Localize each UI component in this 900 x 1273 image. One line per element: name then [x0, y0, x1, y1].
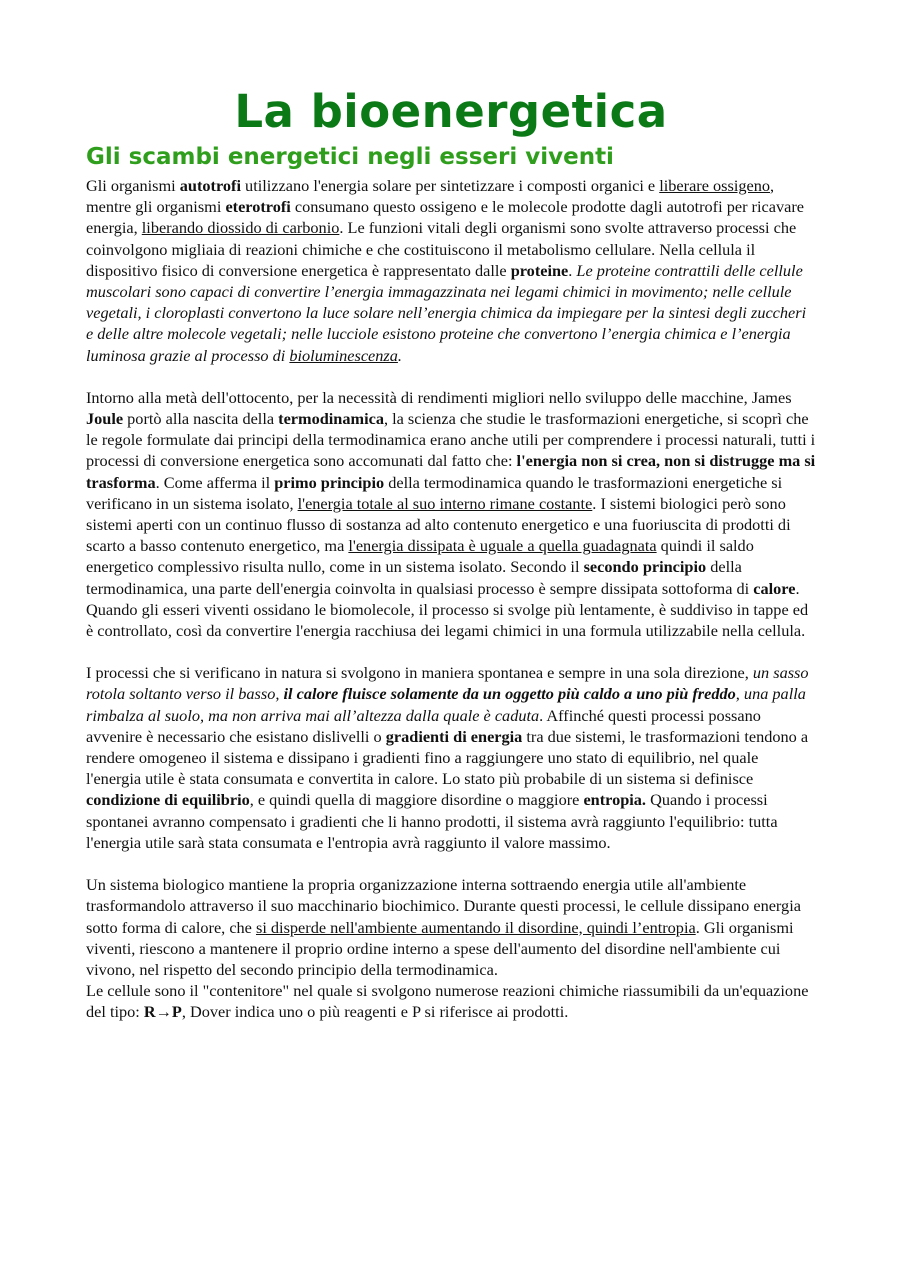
paragraph-sistema-biologico	[86, 874, 816, 980]
text-run: utilizzano l'energia solare per sintetizzare i composti organici e	[240, 176, 660, 195]
paragraph-gap	[86, 853, 816, 874]
paragraph-termodinamica	[86, 387, 816, 599]
text-run: Intorno alla metà dell'ottocento, per la necessità di rendimenti migliori nello sviluppo delle macchine, James	[86, 387, 792, 407]
text-run: consumano questo ossigeno e le molecole prodotte dagli autotrofi per ricavare energia,	[86, 197, 804, 238]
bold-term: R→P	[143, 1002, 182, 1022]
bold-term: calore	[753, 578, 796, 598]
text-run: .	[795, 578, 800, 598]
underlined-italic-text: bioluminescenza	[289, 345, 398, 365]
bold-term: autotrofi	[179, 176, 241, 195]
bold-term: Joule	[86, 409, 124, 429]
italic-text: Le proteine contrattili delle cellule muscolari sono capaci di convertire l’energia immagazzinata nei legami chimici in movimento; nelle cellule vegetali, i cloroplasti convertono la luce solare nell’energia chimica da impiegare per la sintesi degli zuccheri e delle altre molecole vegetali; nelle lucciole esistono proteine che convertono l’energia chimica e l’energia luminosa grazie al processo di	[86, 260, 807, 365]
text-run: . Affinché questi processi possano avvenire è necessario che esistano dislivelli o	[86, 705, 761, 746]
text-run: portò alla nascita della	[123, 409, 279, 429]
text-run: I processi che si verificano in natura si svolgono in maniera spontanea e sempre in una sola direzione,	[86, 663, 753, 683]
text-run: Un sistema biologico mantiene la propria organizzazione interna sottraendo energia utile all'ambiente trasformandolo attraverso il suo macchinario biochimico. Durante questi processi, le cellule dissipano energia sotto forma di calore, che	[86, 875, 801, 937]
paragraph-autotrofi	[86, 175, 816, 366]
text-run: Le cellule sono il "contenitore" nel quale si svolgono numerose reazioni chimiche riassumibili da un'equazione del tipo:	[86, 981, 809, 1022]
underlined-text: liberando diossido di carbonio	[141, 218, 340, 238]
text-run: tra due sistemi, le trasformazioni tendono a rendere omogeneo il sistema e dissipano i gradienti fino a raggiungere uno stato di equilibrio, nel quale l'energia utile è stata consumata e convertita in calore. Lo stato più probabile di un sistema si definisce	[86, 726, 809, 789]
text-run: della termodinamica, una parte dell'energia coinvolta in qualsiasi processo è sempre dissipata sottoforma di	[86, 557, 754, 598]
text-run: . Le funzioni vitali degli organismi sono svolte attraverso processi che coinvolgono migliaia di reazioni chimiche e che costituiscono il metabolismo cellulare. Nella cellula il dispositivo fisico di conversione energetica è rappresentato dalle	[86, 218, 797, 280]
page-title: La bioenergetica	[234, 85, 668, 138]
text-run: , la scienza che studie le trasformazioni energetiche, si scoprì che le regole formulate dai principi della termodinamica erano anche utili per comprendere i processi naturali, tutti i processi di conversione energetica sono accomunati dal fatto che:	[86, 409, 816, 471]
bold-term: eterotrofi	[225, 197, 291, 217]
text-run: della termodinamica quando le trasformazioni energetiche si verificano in un sistema isolato,	[86, 472, 783, 513]
text-run: . Gli organismi viventi, riescono a mantenere il proprio ordine interno a spese dell'aumento del disordine nell'ambiente cui vivono, nel rispetto del secondo principio della termodinamica.	[86, 917, 794, 979]
bold-term: primo principio	[274, 472, 385, 492]
underlined-text: l'energia dissipata è uguale a quella guadagnata	[348, 536, 657, 556]
bold-italic-text: il calore fluisce solamente da un oggetto più caldo a uno più freddo	[283, 684, 736, 704]
section-heading: Gli scambi energetici negli esseri viventi	[86, 144, 614, 170]
underlined-text: si disperde nell'ambiente aumentando il disordine, quindi l’entropia	[255, 917, 696, 937]
text-run: quindi il saldo energetico complessivo risulta nullo, come in un sistema isolato. Secondo il	[86, 536, 754, 577]
text-run: .	[568, 260, 577, 280]
text-run: . I sistemi biologici però sono sistemi aperti con un continuo flusso di sostanza ad alto contenuto energetico e una fuoriuscita di prodotti di scarto a basso contenuto energetico, ma	[86, 493, 791, 556]
text-run: , mentre gli organismi	[86, 176, 775, 217]
bold-term: entropia.	[583, 790, 647, 810]
paragraph-gap	[86, 641, 816, 662]
paragraph-ossidazione: Quando gli esseri viventi ossidano le biomolecole, il processo si svolge più lentamente, è suddiviso in tappe ed è controllato, così da convertire l'energia racchiusa dei legami chimici in una formula utilizzabile nella cellula.	[86, 599, 809, 641]
italic-text: un sasso rotola soltanto verso il basso,	[86, 663, 809, 704]
bold-term: gradienti di energia	[385, 726, 523, 746]
bold-term: termodinamica	[278, 409, 384, 429]
bold-term: condizione di equilibrio	[86, 790, 250, 810]
bold-term: l'energia non si crea, non si distrugge ma si trasforma	[86, 451, 816, 492]
paragraph-gap	[86, 366, 816, 387]
document-page	[86, 82, 816, 1023]
underlined-text: liberare ossigeno	[659, 176, 770, 195]
paragraph-entropia	[86, 662, 816, 853]
italic-text: , una palla rimbalza al suolo, ma non arriva mai all’altezza dalla quale è caduta	[86, 684, 806, 725]
bold-term: proteine	[510, 260, 569, 280]
italic-text: .	[397, 345, 402, 365]
text-run: Quando i processi spontanei avranno compensato i gradienti che li hanno prodotti, il sistema avrà raggiunto l'equilibrio: tutta l'energia utile sarà stata consumata e l'entropia avrà raggiunto il valore massimo.	[86, 790, 778, 852]
bold-term: secondo principio	[583, 557, 707, 577]
text-run: . Come afferma il	[155, 472, 275, 492]
paragraph-equazione	[86, 980, 816, 1022]
text-run: , e quindi quella di maggiore disordine o maggiore	[249, 790, 584, 810]
underlined-text: l'energia totale al suo interno rimane costante	[297, 493, 593, 513]
text-run: Gli organismi	[86, 176, 180, 195]
text-run: , Dover indica uno o più reagenti e P si riferisce ai prodotti.	[181, 1002, 569, 1022]
